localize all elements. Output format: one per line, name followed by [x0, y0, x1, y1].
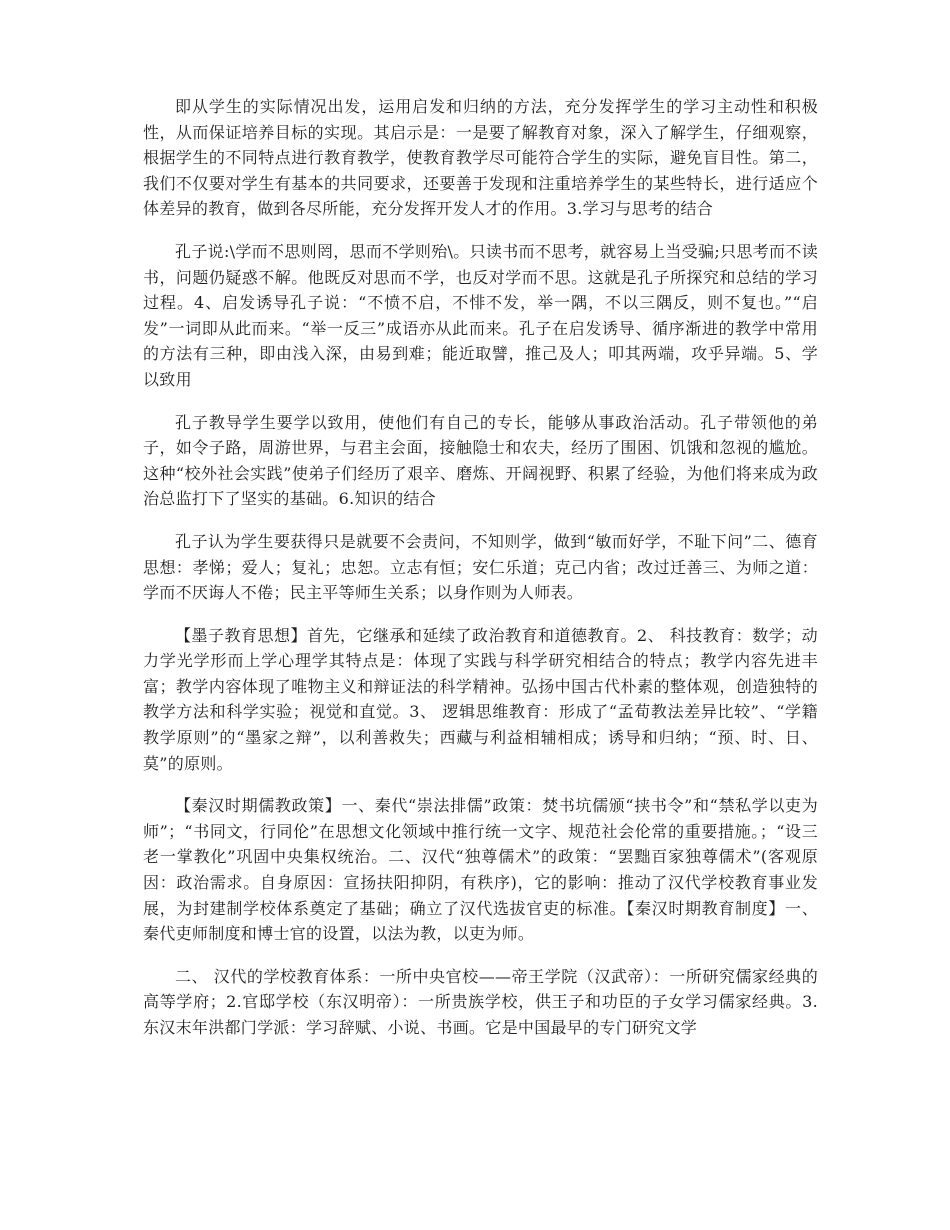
- paragraph: 【秦汉时期儒教政策】一、秦代“崇法排儒”政策：焚书坑儒颁“挟书令”和“禁私学以吏为师”；“书同文，行同伦”在思想文化领域中推行统一文字、规范社会伦常的重要措施。；“设三老一掌教化”巩固中央集权统治。二、汉代“独尊儒术”的政策：“罢黜百家独尊儒术”(客观原因：政治需求。自身原因：宣扬扶阳抑阴，有秩序)，它的影响：推动了汉代学校教育事业发展，为封建制学校体系奠定了基础；确立了汉代选拔官吏的标准。【秦汉时期教育制度】一、秦代吏师制度和博士官的设置，以法为教，以吏为师。: [143, 796, 818, 944]
- paragraph: 【墨子教育思想】首先，它继承和延续了政治教育和道德教育。2、 科技教育：数学；动力学光学形而上学心理学其特点是：体现了实践与科学研究相结合的特点；教学内容先进丰富；教学内容体现了唯物主义和辩证法的科学精神。弘扬中国古代朴素的整体观，创造独特的教学方法和科学实验；视觉和直觉。3、 逻辑思维教育：形成了“孟荀教法差异比较”、“学籍教学原则”的“墨家之辩”，以利善救失；西藏与利益相辅相成；诱导和归纳；“预、时、日、莫”的原则。: [143, 625, 818, 773]
- paragraph: 孔子认为学生要获得只是就要不会责问，不知则学，做到“敏而好学，不耻下问”二、德育思想：孝悌；爱人；复礼；忠恕。立志有恒；安仁乐道；克己内省；改过迁善三、为师之道：学而不厌诲人不倦；民主平等师生关系；以身作则为人师表。: [143, 531, 818, 603]
- paragraph: 二、 汉代的学校教育体系：一所中央官校——帝王学院（汉武帝）：一所研究儒家经典的高等学府；2.官邸学校（东汉明帝）：一所贵族学校，供王子和功臣的子女学习儒家经典。3.东汉末年洪都门学派：学习辞赋、小说、书画。它是中国最早的专门研究文学: [143, 966, 818, 1037]
- paragraph: 孔子教导学生要学以致用，使他们有自己的专长，能够从事政治活动。孔子带领他的弟子，如令子路，周游世界，与君主会面，接触隐士和农夫，经历了围困、饥饿和忽视的尴尬。这种“校外社会实践”使弟子们经历了艰辛、磨炼、开阔视野、积累了经验，为他们将来成为政治总监打下了坚实的基础。6.知识的结合: [143, 412, 818, 509]
- paragraph: 即从学生的实际情况出发，运用启发和归纳的方法，充分发挥学生的学习主动性和积极性，从而保证培养目标的实现。其启示是：一是要了解教育对象，深入了解学生，仔细观察，根据学生的不同特点进行教育教学，使教育教学尽可能符合学生的实际，避免盲目性。第二，我们不仅要对学生有基本的共同要求，还要善于发现和注重培养学生的某些特长，进行适应个体差异的教育，做到各尽所能，充分发挥开发人才的作用。3.学习与思考的结合: [143, 97, 818, 219]
- paragraph: 孔子说:\学而不思则罔，思而不学则殆\。只读书而不思考，就容易上当受骗;只思考而不读书，问题仍疑惑不解。他既反对思而不学，也反对学而不思。这就是孔子所探究和总结的学习过程。4、启发诱导孔子说：“不愤不启，不悱不发，举一隅，不以三隅反，则不复也。”“启发”一词即从此而来。“举一反三”成语亦从此而来。孔子在启发诱导、循序渐进的教学中常用的方法有三种，即由浅入深，由易到难；能近取譬，推己及人；叩其两端，攻乎异端。5、学以致用: [143, 241, 818, 389]
- document-body: [143, 94, 818, 1058]
